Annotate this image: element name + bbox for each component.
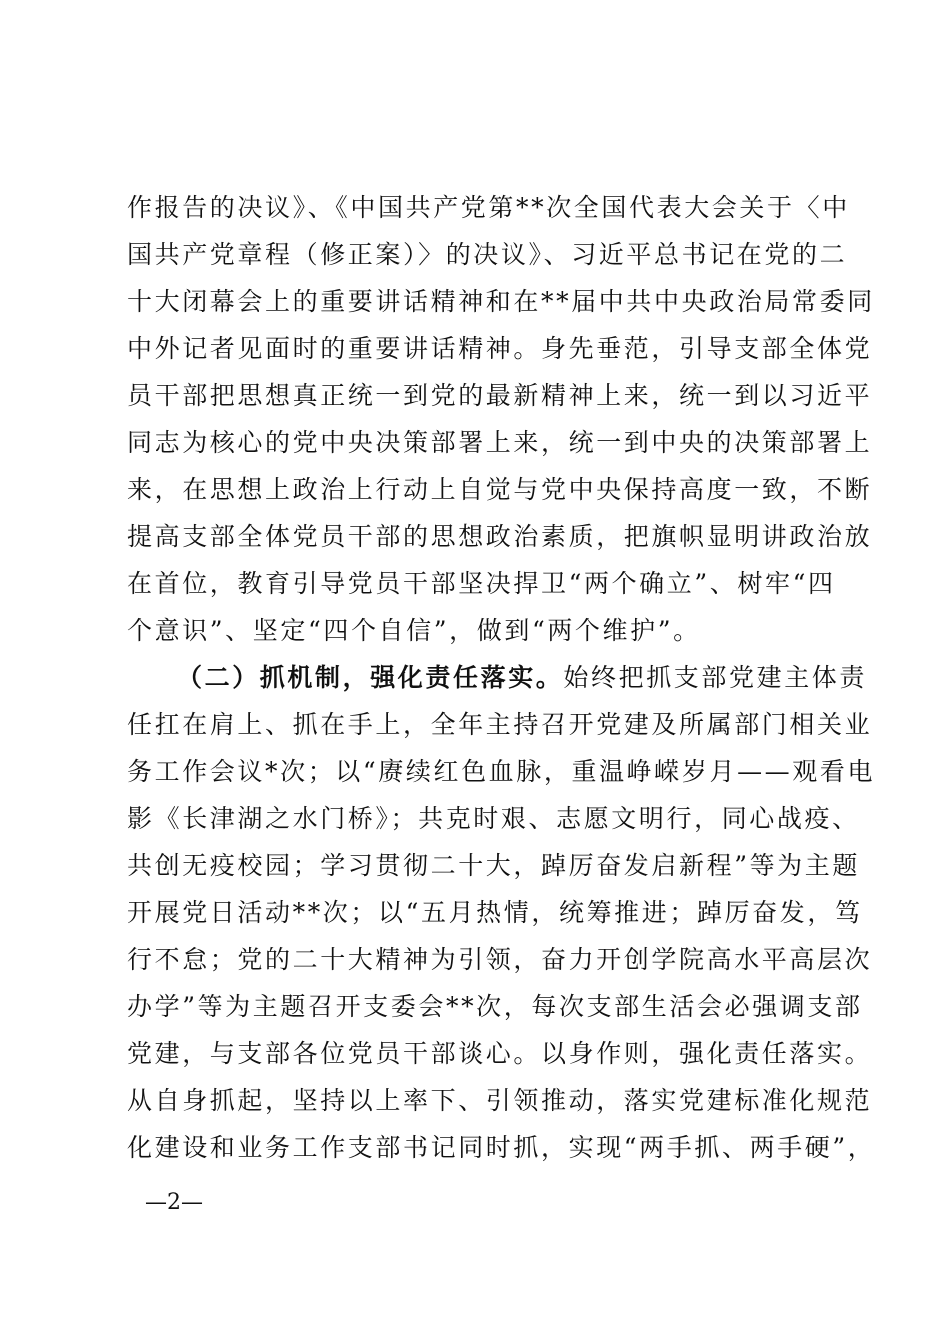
- paragraph-line: 同志为核心的党中央决策部署上来，统一到中央的决策部署上: [127, 428, 873, 457]
- paragraph-line: 在首位，教育引导党员干部坚决捍卫“两个确立”、树牢“四: [127, 569, 836, 598]
- paragraph-line: 国共产党章程（修正案）〉的决议》、习近平总书记在党的二: [127, 240, 848, 269]
- page-number: —2—: [145, 1190, 203, 1215]
- paragraph-line: 影《长津湖之水门桥》；共克时艰、志愿文明行，同心战疫、: [127, 804, 860, 833]
- paragraph-line: 十大闭幕会上的重要讲话精神和在**届中共中央政治局常委同: [127, 287, 875, 316]
- paragraph-line: 中外记者见面时的重要讲话精神。身先垂范，引导支部全体党: [127, 334, 873, 363]
- paragraph-line: 任扛在肩上、抓在手上，全年主持召开党建及所属部门相关业: [127, 710, 873, 739]
- paragraph-line: 务工作会议*次；以“赓续红色血脉，重温峥嵘岁月——观看电: [127, 757, 876, 786]
- paragraph-line: 提高支部全体党员干部的思想政治素质，把旗帜显明讲政治放: [127, 522, 873, 551]
- paragraph-line: 来，在思想上政治上行动上自觉与党中央保持高度一致，不断: [127, 475, 873, 504]
- paragraph-line: 个意识”、坚定“四个自信”，做到“两个维护”。: [127, 616, 701, 645]
- section-heading: （二）抓机制，强化责任落实。: [177, 663, 564, 692]
- paragraph-line: 开展党日活动**次；以“五月热情，统筹推进；踔厉奋发，笃: [127, 898, 863, 927]
- paragraph-line: 党建，与支部各位党员干部谈心。以身作则，强化责任落实。: [127, 1039, 873, 1068]
- paragraph-line: 办学”等为主题召开支委会**次，每次支部生活会必强调支部: [127, 992, 863, 1021]
- paragraph-line: 行不怠；党的二十大精神为引领，奋力开创学院高水平高层次: [127, 945, 873, 974]
- section-heading-line: [177, 663, 868, 693]
- paragraph-line: 从自身抓起，坚持以上率下、引领推动，落实党建标准化规范: [127, 1086, 873, 1115]
- paragraph-line: 化建设和业务工作支部书记同时抓，实现“两手抓、两手硬”，: [127, 1133, 876, 1162]
- paragraph-line: 共创无疫校园；学习贯彻二十大，踔厉奋发启新程”等为主题: [127, 851, 860, 880]
- section-heading-rest: 始终把抓支部党建主体责: [563, 663, 868, 692]
- paragraph-line: 作报告的决议》、《中国共产党第**次全国代表大会关于〈中: [127, 193, 850, 222]
- paragraph-line: 员干部把思想真正统一到党的最新精神上来，统一到以习近平: [127, 381, 873, 410]
